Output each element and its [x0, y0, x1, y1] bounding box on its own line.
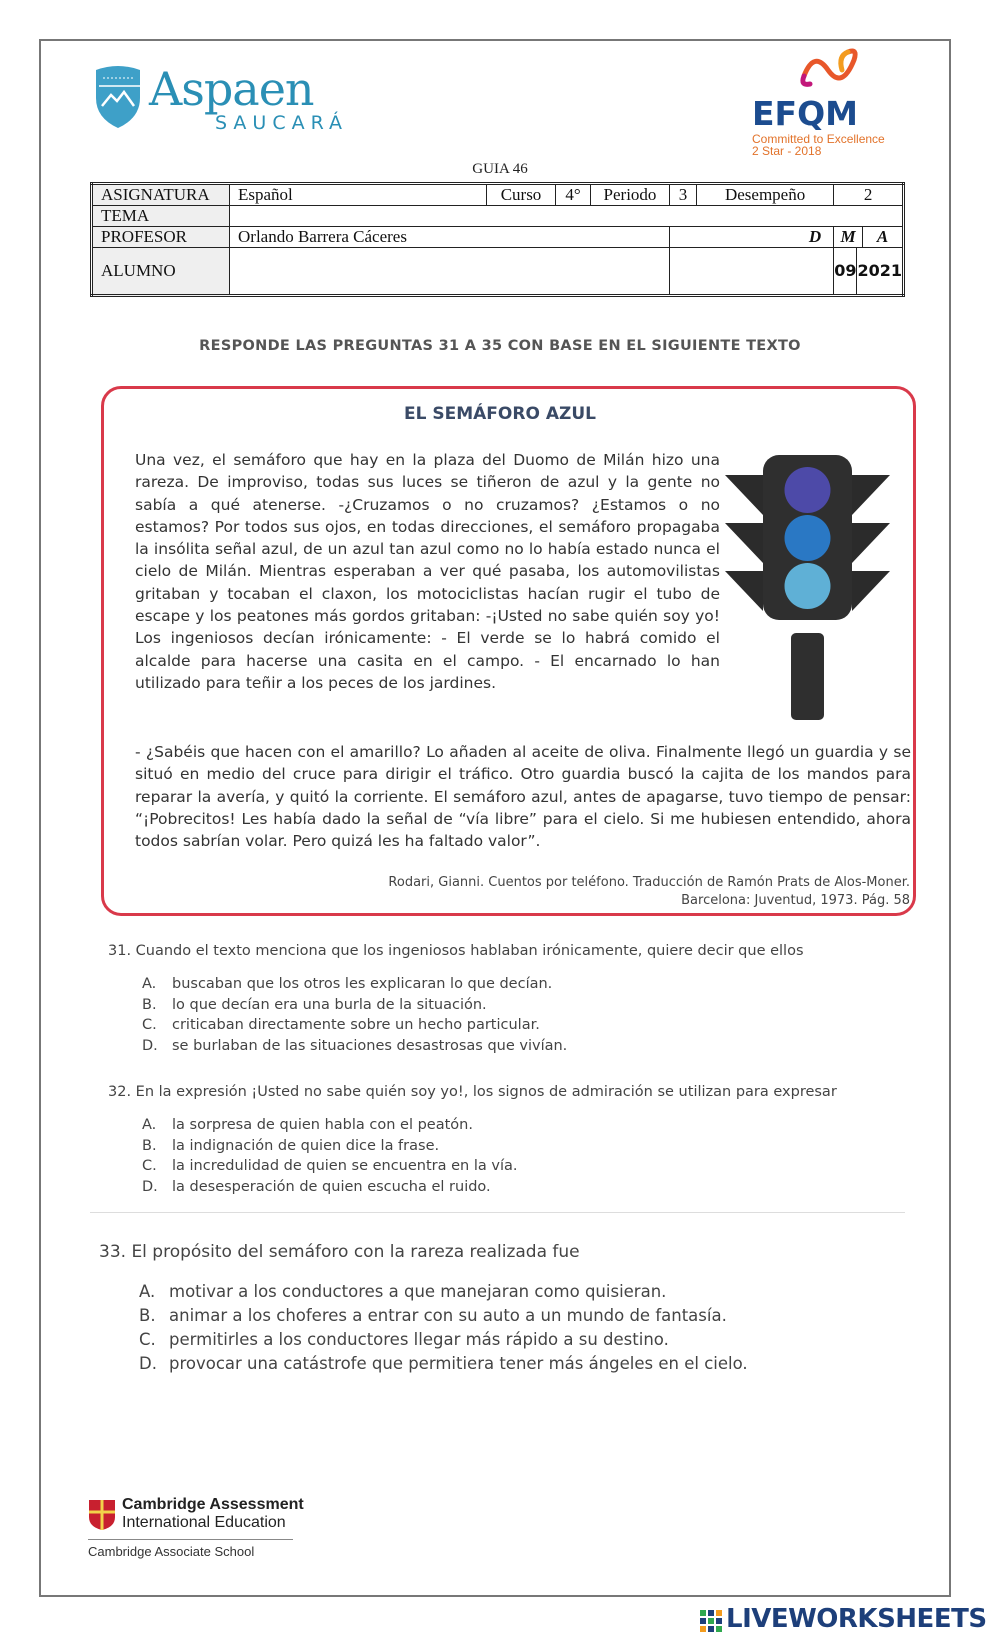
option-text: se burlaban de las situaciones desastrosas que vivían.	[172, 1037, 568, 1054]
divider	[90, 1212, 905, 1213]
desempeno-label: Desempeño	[697, 184, 834, 206]
efqm-logo	[750, 46, 910, 166]
option-b[interactable]	[142, 995, 908, 1016]
option-text: la sorpresa de quien habla con el peatón.	[172, 1117, 473, 1133]
year-value: 2021	[857, 261, 902, 280]
periodo-label: Periodo	[591, 184, 670, 206]
option-letter: B.	[139, 1306, 156, 1325]
option-letter: D.	[142, 1037, 158, 1054]
option-letter: A.	[139, 1282, 156, 1301]
asignatura-value: Español	[230, 184, 487, 206]
option-letter: D.	[139, 1354, 157, 1373]
profesor-value: Orlando Barrera Cáceres	[230, 227, 670, 248]
option-letter: C.	[142, 1017, 157, 1033]
periodo-value: 3	[670, 184, 697, 206]
option-letter: D.	[142, 1178, 158, 1195]
cambridge-logo	[88, 1495, 348, 1567]
option-b[interactable]	[142, 1136, 918, 1157]
story-title: EL SEMÁFORO AZUL	[404, 404, 596, 424]
watermark-text: LIVEWORKSHEETS	[726, 1604, 987, 1634]
option-text: la indignación de quien dice la frase.	[172, 1137, 440, 1154]
citation-line-1: Rodari, Gianni. Cuentos por teléfono. Traducción de Ramón Prats de Alos-Moner.	[388, 875, 910, 890]
question-32	[108, 1084, 918, 1197]
asignatura-label: ASIGNATURA	[92, 184, 230, 206]
cambridge-rule	[88, 1539, 293, 1540]
option-c[interactable]	[142, 1015, 908, 1036]
option-letter: A.	[142, 1117, 157, 1133]
question-stem: 32. En la expresión ¡Usted no sabe quién soy yo!, los signos de admiración se utilizan para expresar	[108, 1084, 837, 1100]
question-stem: 33. El propósito del semáforo con la rareza realizada fue	[99, 1242, 580, 1262]
efqm-line1: Committed to Excellence	[752, 132, 885, 146]
efqm-line2: 2 Star - 2018	[752, 144, 822, 158]
option-letter: C.	[142, 1158, 157, 1174]
light-middle	[785, 515, 831, 561]
option-letter: B.	[142, 1137, 157, 1154]
month-value: 09	[834, 248, 857, 294]
option-a[interactable]	[142, 1115, 918, 1136]
curso-value: 4°	[556, 184, 591, 206]
option-text: animar a los choferes a entrar con su auto a un mundo de fantasía.	[169, 1306, 727, 1325]
option-text: provocar una catástrofe que permitiera tener más ángeles en el cielo.	[169, 1354, 748, 1373]
question-31	[108, 943, 908, 1056]
infinity-icon	[798, 46, 860, 90]
day-value[interactable]	[670, 248, 834, 296]
cambridge-line-1: Cambridge Assessment	[122, 1496, 304, 1513]
alumno-label: ALUMNO	[92, 248, 230, 296]
cambridge-line-2: International Education	[122, 1514, 286, 1531]
option-letter: A.	[142, 976, 157, 992]
aspaen-logo	[93, 62, 353, 142]
year-label-text: A	[876, 227, 889, 246]
month-label-text: M	[834, 227, 863, 247]
instruction: RESPONDE LAS PREGUNTAS 31 A 35 CON BASE EN EL SIGUIENTE TEXTO	[199, 338, 801, 354]
option-c[interactable]	[142, 1156, 918, 1177]
options-list	[142, 1115, 918, 1197]
option-text: lo que decían era una burla de la situación.	[172, 996, 487, 1013]
question-33	[99, 1242, 909, 1376]
efqm-name: EFQM	[752, 94, 858, 133]
option-letter: B.	[142, 996, 157, 1013]
option-text: la desesperación de quien escucha el ruido.	[172, 1178, 491, 1195]
alumno-value[interactable]	[230, 248, 670, 296]
option-b[interactable]	[139, 1304, 909, 1328]
school-campus: SAUCARÁ	[215, 112, 349, 134]
school-name: Aspaen	[149, 62, 314, 116]
month-label	[834, 227, 904, 248]
month-year-value	[834, 248, 904, 296]
liveworksheets-logo[interactable]	[700, 1604, 990, 1638]
info-table	[90, 182, 905, 297]
light-bottom	[785, 563, 831, 609]
option-c[interactable]	[139, 1328, 909, 1352]
grid-icon	[700, 1610, 722, 1632]
story-paragraph-2: - ¿Sabéis que hacen con el amarillo? Lo añaden al aceite de oliva. Finalmente llegó un guardia y se situó en medio del cruce para dirigir el tráfico. Otro guardia buscó la cajita de los mandos para reparar la avería, y quitó la corriente. El semáforo azul, antes de apagarse, tuvo tiempo de pensar: “¡Pobrecitos! Les había dado la señal de “vía libre” para el cielo. Si me hubiesen entendido, ahora todos sabrían volar. Pero quizá les ha faltado valor”.	[135, 743, 911, 851]
option-letter: C.	[139, 1330, 156, 1349]
options-list	[139, 1280, 909, 1376]
day-label: D	[670, 227, 834, 248]
question-stem: 31. Cuando el texto menciona que los ingeniosos hablaban irónicamente, quiere decir que ellos	[108, 943, 804, 959]
option-a[interactable]	[139, 1280, 909, 1304]
traffic-light-icon	[725, 455, 890, 720]
option-d[interactable]	[142, 1177, 918, 1198]
crest-icon	[88, 1499, 116, 1531]
guide-number: GUIA 46	[472, 161, 528, 177]
option-text: motivar a los conductores a que manejaran como quisieran.	[169, 1282, 667, 1301]
shield-icon	[93, 64, 143, 130]
tema-value[interactable]	[230, 206, 904, 227]
tema-label: TEMA	[92, 206, 230, 227]
options-list	[142, 974, 908, 1056]
light-top	[785, 467, 831, 513]
option-text: criticaban directamente sobre un hecho particular.	[172, 1017, 540, 1033]
option-a[interactable]	[142, 974, 908, 995]
option-text: permitirles a los conductores llegar más rápido a su destino.	[169, 1330, 669, 1349]
story-citation	[230, 874, 910, 910]
story-paragraph-1: Una vez, el semáforo que hay en la plaza del Duomo de Milán hizo una rareza. De improviso, todas sus luces se tiñeron de azul y la gente no sabía a qué atenerse. -¿Cruzamos o no cruzamos? ¿Estamos o no estamos? Por todos sus ojos, en todas direcciones, el semáforo propagaba la insólita señal azul, de un azul tan azul como no lo había estado nunca el cielo de Milán. Mientras esperaban a ver qué pasaba, los automovilistas gritaban y tocaban el claxon, los motociclistas hacían rugir el tubo de escape y los peatones más gordos gritaban: -¡Usted no sabe quién soy yo! Los ingeniosos decían irónicamente: - El verde se lo habrá comido el alcalde para hacerse una casita en el campo. - El encarnado lo han utilizado para teñir a los peces de los jardines.	[135, 451, 720, 692]
option-d[interactable]	[142, 1036, 908, 1057]
curso-label: Curso	[487, 184, 556, 206]
option-text: buscaban que los otros les explicaran lo que decían.	[172, 976, 553, 992]
cambridge-line-3: Cambridge Associate School	[88, 1544, 255, 1559]
option-text: la incredulidad de quien se encuentra en la vía.	[172, 1158, 518, 1174]
profesor-label: PROFESOR	[92, 227, 230, 248]
citation-line-2: Barcelona: Juventud, 1973. Pág. 58	[681, 893, 910, 908]
option-d[interactable]	[139, 1352, 909, 1376]
desempeno-value: 2	[834, 184, 904, 206]
